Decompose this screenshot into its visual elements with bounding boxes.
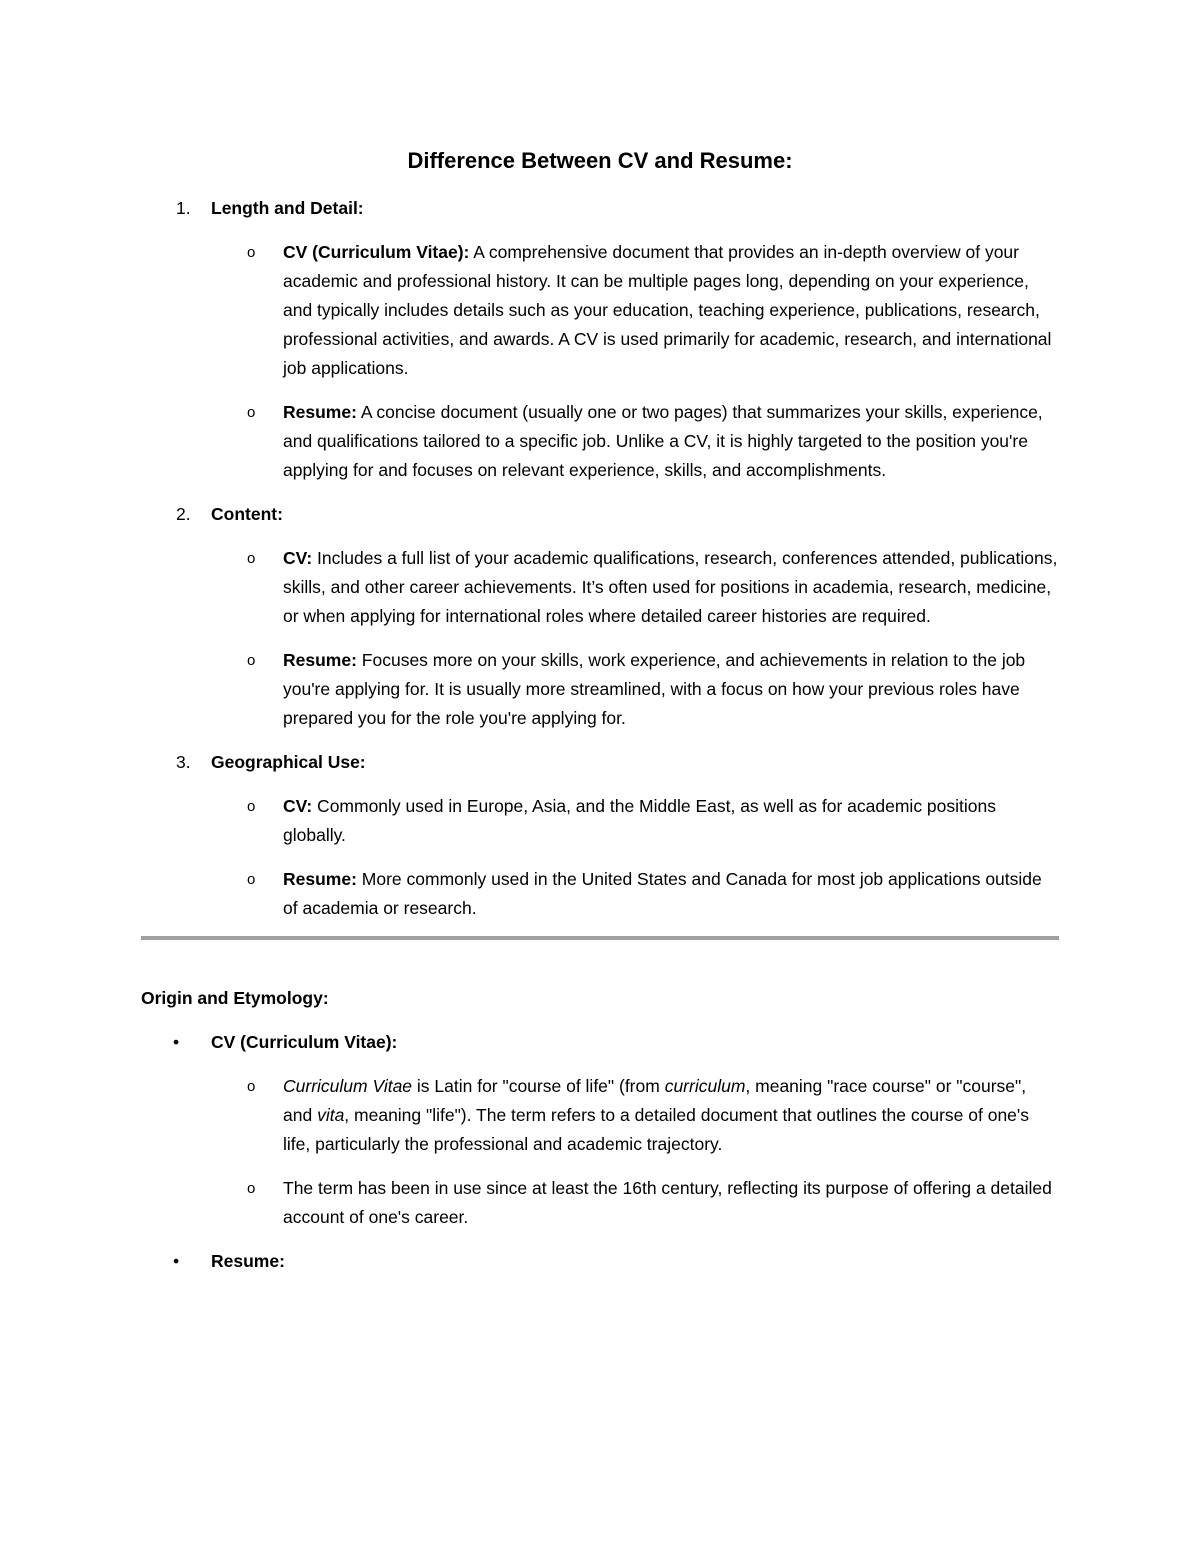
list-number: 2. [176,504,191,524]
bullet-heading: Resume: [211,1251,285,1271]
numbered-item-content [141,500,1059,733]
sub-item-history [211,1174,1059,1232]
sub-item-cv [211,792,1059,850]
bullet-marker: • [173,1032,180,1052]
bullet-item-cv [141,1028,1059,1232]
sub-item-cv [211,544,1059,631]
sub-item-text: Focuses more on your skills, work experience, and achievements in relation to the job you're applying for. It is usually more streamlined, with a focus on how your previous roles have prepared you for the role you're applying for. [283,650,1026,728]
sub-item-text: More commonly used in the United States and Canada for most job applications outside of academia or research. [283,869,1042,918]
list-number: 1. [176,198,191,218]
sub-item-etymology [211,1072,1059,1159]
sub-bullet-marker: o [247,1180,256,1197]
sub-item-text: Commonly used in Europe, Asia, and the Middle East, as well as for academic positions globally. [283,796,997,845]
sub-bullet-marker: o [247,244,256,261]
item-heading: Content: [211,504,283,524]
document-title: Difference Between CV and Resume: [407,148,793,173]
sub-item-resume [211,865,1059,923]
italic-term: curriculum [664,1076,746,1096]
sub-item-term: Resume: [283,402,357,422]
list-number: 3. [176,752,191,772]
item-heading: Length and Detail: [211,198,364,218]
numbered-item-geographical-use [141,748,1059,923]
bullet-marker: • [173,1251,180,1271]
sub-bullet-marker: o [247,1078,256,1095]
sub-bullet-marker: o [247,652,256,669]
sub-item-term: Resume: [283,650,357,670]
sub-bullet-marker: o [247,550,256,567]
italic-term: vita [317,1105,345,1125]
sub-item-cv [211,238,1059,383]
sub-bullet-marker: o [247,871,256,888]
sub-item-resume [211,646,1059,733]
sub-item-text: A concise document (usually one or two pages) that summarizes your skills, experience, and qualifications tailored to a specific job. Unlike a CV, it is highly targeted to the position you're applying for and focuses on relevant experience, skills, and accomplishments. [283,402,1043,480]
horizontal-rule [141,936,1059,940]
sub-item-text: , meaning "race course" or "course", and [283,1076,1027,1125]
sub-item-resume [211,398,1059,485]
sub-item-term: CV (Curriculum Vitae): [283,242,470,262]
sub-item-term: CV: [283,796,313,816]
sub-item-term: CV: [283,548,313,568]
item-heading: Geographical Use: [211,752,366,772]
sub-bullet-marker: o [247,798,256,815]
sub-bullet-marker: o [247,404,256,421]
document-body [141,145,1059,1291]
sub-item-text: The term has been in use since at least the 16th century, reflecting its purpose of offering a detailed account of one's career. [283,1178,1052,1227]
numbered-item-length-and-detail [141,194,1059,485]
italic-term: Curriculum Vitae [283,1076,413,1096]
section-heading-origin: Origin and Etymology: [141,988,329,1008]
sub-item-text: is Latin for "course of life" (from [412,1076,665,1096]
sub-item-text: Includes a full list of your academic qualifications, research, conferences attended, publications, skills, and other career achievements. It’s often used for positions in academia, research, medicine, or when applying for international roles where detailed career histories are required. [283,548,1058,626]
sub-item-text: A comprehensive document that provides an in-depth overview of your academic and professional history. It can be multiple pages long, depending on your experience, and typically includes details such as your education, teaching experience, publications, research, professional activities, and awards. A CV is used primarily for academic, research, and international job applications. [283,242,1052,378]
bullet-heading: CV (Curriculum Vitae): [211,1032,398,1052]
sub-item-term: Resume: [283,869,357,889]
sub-item-text: , meaning "life"). The term refers to a detailed document that outlines the course of one's life, particularly the professional and academic trajectory. [283,1105,1030,1154]
bullet-item-resume [141,1247,1059,1276]
